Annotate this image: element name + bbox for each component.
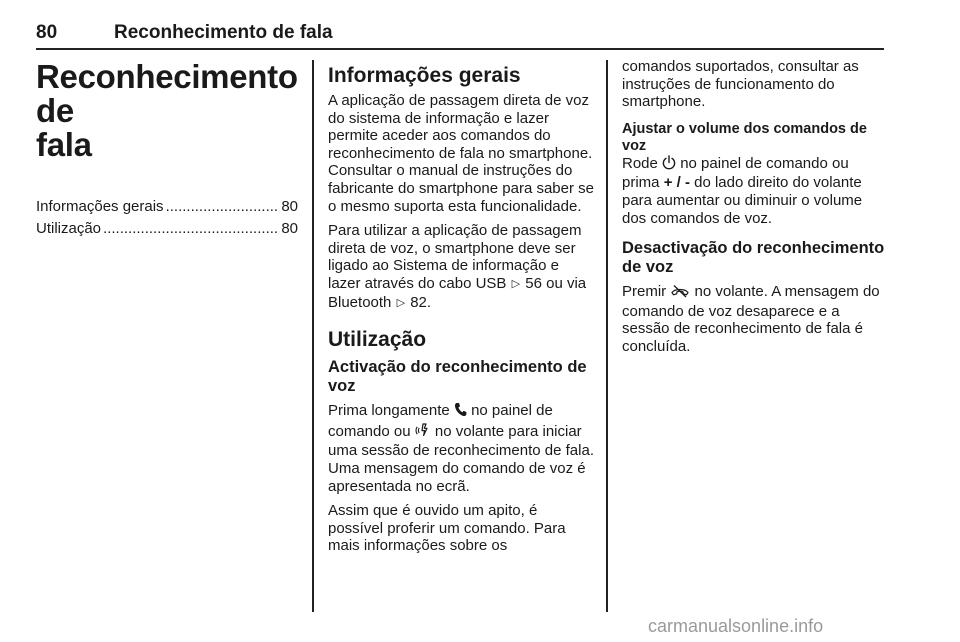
paragraph: Assim que é ouvido um apito, é possível proferir um comando. Para mais informações sobre os	[328, 502, 566, 555]
subheading-deactivation: Desactivação do reconhecimento de voz	[622, 239, 885, 277]
toc-entry-page: 80	[281, 220, 298, 237]
toc-entry-label: Informações gerais	[36, 198, 164, 215]
section-title-usage: Utilização	[328, 328, 427, 352]
paragraph: Prima longamente no painel de comando ou no volante para iniciar uma sessão de reconhecimento de fala. Uma mensagem do comando de voz é apresentada no ecrã.	[328, 402, 594, 495]
section-title-general-info: Informações gerais	[328, 64, 521, 87]
toc-entry[interactable]	[36, 196, 298, 218]
toc-leader-dots	[166, 196, 280, 218]
running-title: Reconhecimento de fala	[114, 22, 333, 43]
paragraph: Para utilizar a aplicação de passagem direta de voz, o smartphone deve ser ligado ao Sistema de informação e lazer através do cabo USB ▷ 56 ou via Bluetooth ▷ 82.	[328, 222, 587, 311]
table-of-contents	[36, 196, 298, 240]
column-3	[622, 58, 888, 363]
page-number: 80	[36, 22, 58, 43]
toc-entry[interactable]	[36, 218, 298, 240]
toc-entry-label: Utilização	[36, 220, 102, 237]
paragraph: Premir no volante. A mensagem do comando de voz desaparece e a sessão de reconhecimento de fala é concluída.	[622, 283, 880, 355]
header-rule	[36, 48, 884, 50]
volume-key-label: + / -	[663, 174, 690, 192]
column-divider-2	[606, 60, 608, 612]
page-header	[36, 22, 884, 48]
column-1	[36, 58, 298, 240]
voice-command-icon	[415, 422, 431, 443]
arrow-right-icon: ▷	[511, 277, 521, 290]
arrow-right-icon: ▷	[396, 296, 406, 309]
subheading-activation: Activação do reconhecimento de voz	[328, 358, 587, 396]
chapter-title: Reconhecimento de fala	[36, 58, 298, 163]
watermark: carmanualsonline.info	[648, 616, 824, 636]
paragraph: A aplicação de passagem direta de voz do sistema de informação e lazer permite aceder aos comandos do reconhecimento de fala no smartphone. Consultar o manual de instruções do fabricante do smartphone para saber se o mesmo suporta esta funcionalidade.	[328, 92, 594, 215]
toc-entry-page: 80	[281, 198, 298, 215]
phone-icon	[454, 402, 467, 422]
end-call-icon	[670, 284, 690, 303]
paragraph: comandos suportados, consultar as instruções de funcionamento do smartphone.	[622, 58, 859, 111]
column-divider-1	[312, 60, 314, 612]
column-2	[328, 58, 594, 562]
toc-leader-dots	[103, 218, 279, 240]
subheading-volume: Ajustar o volume dos comandos de voz	[622, 120, 867, 154]
power-knob-icon	[662, 155, 676, 175]
paragraph: Rode no painel de comando ou prima + / - do lado direito do volante para aumentar ou diminuir o volume dos comandos de voz.	[622, 154, 863, 227]
